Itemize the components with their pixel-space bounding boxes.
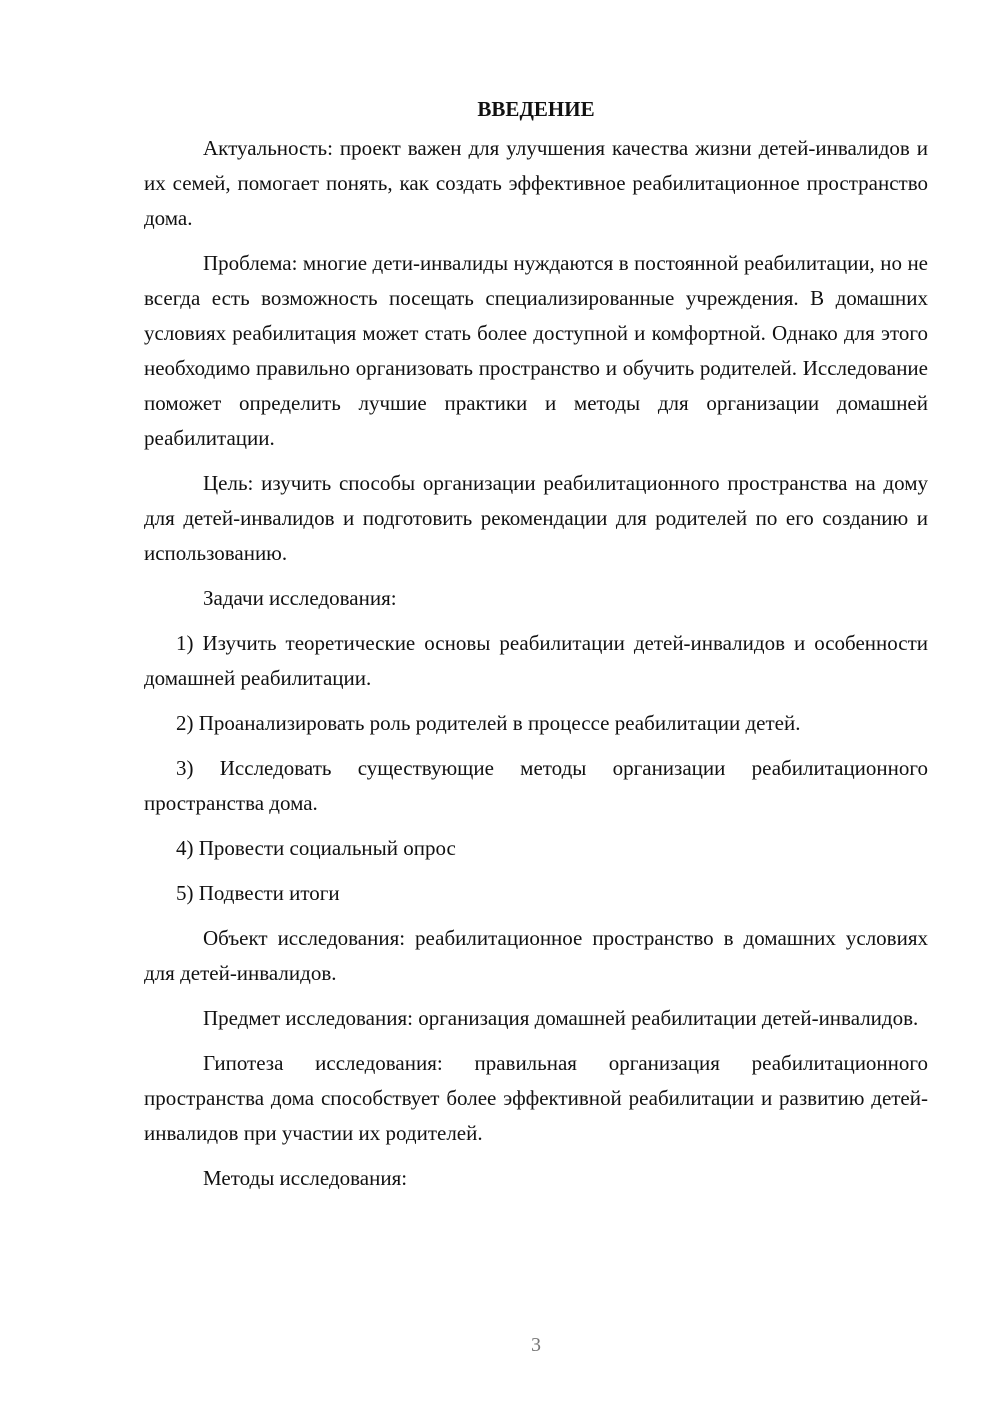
paragraph-problem: Проблема: многие дети-инвалиды нуждаются в постоянной реабилитации, но не всегда есть возможность посещать специализированные учреждения. В домашних условиях реабилитация может стать более доступной и комфортной. Однако для этого необходимо правильно организовать пространство и обучить родителей. Исследование поможет определить лучшие практики и методы для организации домашней реабилитации.: [144, 251, 928, 450]
task-item-4: 4) Провести социальный опрос: [176, 836, 456, 860]
paragraph-tasks-heading: Задачи исследования:: [203, 586, 397, 610]
paragraph-methods-heading: Методы исследования:: [203, 1166, 408, 1190]
task-item-3: 3) Исследовать существующие методы организации реабилитационного пространства дома.: [144, 756, 928, 815]
paragraph-hypothesis: Гипотеза исследования: правильная организация реабилитационного пространства дома способствует более эффективной реабилитации и развитию детей-инвалидов при участии их родителей.: [144, 1051, 928, 1145]
task-item-1: 1) Изучить теоретические основы реабилитации детей-инвалидов и особенности домашней реабилитации.: [144, 631, 928, 690]
task-item-5: 5) Подвести итоги: [176, 881, 340, 905]
paragraph-relevance: Актуальность: проект важен для улучшения качества жизни детей-инвалидов и их семей, помогает понять, как создать эффективное реабилитационное пространство дома.: [144, 136, 928, 230]
paragraph-subject: Предмет исследования: организация домашней реабилитации детей-инвалидов.: [203, 1006, 919, 1030]
paragraph-goal: Цель: изучить способы организации реабилитационного пространства на дому для детей-инвалидов и подготовить рекомендации для родителей по его созданию и использованию.: [144, 471, 928, 565]
page-number: 3: [531, 1334, 541, 1356]
page-title: ВВЕДЕНИЕ: [477, 97, 595, 121]
task-item-2: 2) Проанализировать роль родителей в процессе реабилитации детей.: [176, 711, 801, 735]
document-body: [144, 92, 928, 1196]
paragraph-object: Объект исследования: реабилитационное пространство в домашних условиях для детей-инвалидов.: [144, 926, 928, 985]
